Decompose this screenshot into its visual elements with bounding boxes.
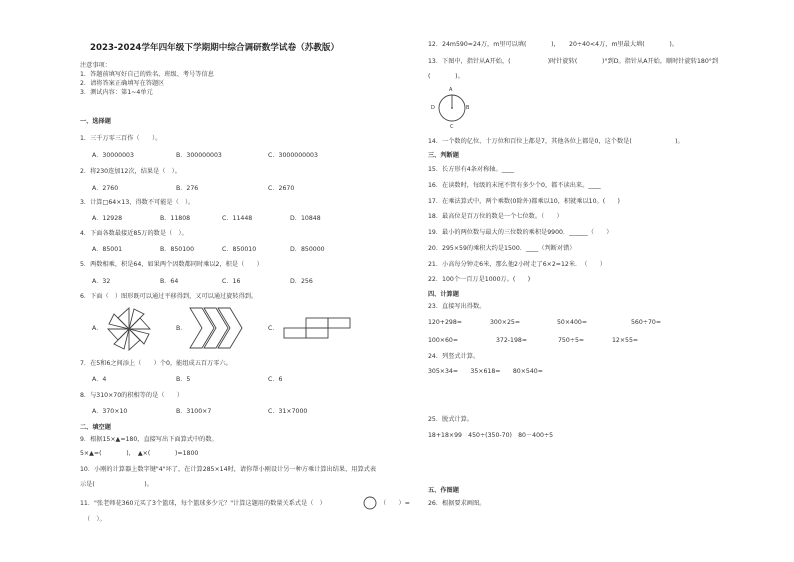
- section-fill: 二、填空题: [80, 424, 111, 431]
- question-11: 11．"张老师花360元买了3个篮球，每个篮球多少元？"计算这题用的数量关系式是（ ）: [80, 500, 326, 507]
- q23-r2c4: 12×55=: [612, 337, 639, 344]
- q5-option-a: A．32: [92, 278, 111, 285]
- q2-option-b: B．276: [176, 185, 199, 192]
- q10-line-2: 示是( )。: [80, 481, 153, 488]
- dial-label-a: A: [449, 87, 453, 93]
- question-1: 1．三千万零三百作（ ）。: [80, 135, 162, 142]
- q1-option-c: C．3000000003: [268, 152, 318, 159]
- q23-r2c2: 372-198=: [496, 337, 528, 344]
- step-figure: [282, 316, 352, 340]
- q23-r1c2: 300×25=: [490, 319, 521, 326]
- q1-option-b: B．300000003: [176, 152, 222, 159]
- q2-option-a: A．2760: [92, 185, 119, 192]
- question-8: 8．与310×70的积相等的是（ ）: [80, 392, 184, 399]
- question-2: 2．将230连加12次，结果是（ ）。: [80, 168, 181, 175]
- question-6: 6．下面（ ）图形既可以通过平移得到，又可以通过旋转得到。: [80, 293, 258, 300]
- question-23: 23．直接写出得数。: [428, 303, 486, 310]
- question-9: 9．根据15×▲=180，直接写出下面算式中的数。: [80, 436, 218, 443]
- q5-option-b: B．64: [160, 278, 179, 285]
- question-20: 20．295×59的乘积大约是1500．____（判断对错）: [428, 245, 576, 252]
- q1-option-a: A．30000003: [92, 152, 134, 159]
- question-13: 13．下图中，指针从A开始，( )时针旋转( )°到D。指针从A开始，顺时针旋转180°到: [428, 58, 719, 65]
- q23-r2c3: 750÷5=: [558, 337, 585, 344]
- question-10: 10．小刚的计算器上数字键"4"坏了，在计算285×14时，请你帮小刚设计另一种方乘计算出结果，用算式表: [80, 466, 377, 473]
- section-judge: 三、判断题: [428, 152, 459, 159]
- q3-option-c: C．11448: [222, 215, 253, 222]
- question-12: 12．24m590≈24万，m里可以填( )， 20÷40<4万，m里最大填( )。: [428, 41, 678, 48]
- q7-option-b: B．5: [176, 376, 191, 383]
- q8-option-b: B．3100×7: [176, 408, 212, 415]
- q23-r1c1: 120+298=: [428, 319, 462, 326]
- notes-item-2: 2．请将答案正确填写在答题区: [80, 80, 165, 87]
- q5-option-d: D．256: [290, 278, 313, 285]
- q11-line-2: （ ）。: [84, 516, 106, 523]
- q4-option-a: A．85001: [92, 246, 123, 253]
- q25-expressions: 18+18×99 450÷(350-70) 80－400÷5: [428, 432, 554, 439]
- question-7: 7．在5和6之间添上（ ）个0，能组成五百万零六。: [80, 360, 232, 367]
- question-26: 26．根据要求画图。: [428, 500, 486, 507]
- page-title: 2023-2024学年四年级下学期期中综合调研数学试卷（苏教版）: [90, 43, 340, 53]
- q6-option-a: A．: [92, 325, 103, 332]
- q3-option-d: D．10848: [290, 215, 321, 222]
- pinwheel-figure: [106, 306, 152, 352]
- notes-item-3: 3．测试内容：第1~4单元: [80, 89, 153, 96]
- question-15: 15．长方形有4条对称轴。____: [428, 166, 515, 173]
- q23-r1c4: 560÷70=: [631, 319, 662, 326]
- notes-item-1: 1．答题前填写好自己的姓名、班级、考号等信息: [80, 71, 214, 78]
- q23-r2c1: 100×60=: [428, 337, 459, 344]
- section-choice: 一、选择题: [80, 118, 111, 125]
- blank-circle: [363, 496, 377, 510]
- q7-option-c: C．6: [268, 376, 283, 383]
- q11-tail: （ ）=: [380, 500, 410, 507]
- dial-label-d: D: [431, 105, 435, 111]
- dial-label-c: C: [450, 124, 454, 130]
- q8-option-a: A．370×10: [92, 408, 128, 415]
- question-22: 22．100个一百万是1000万。( ): [428, 276, 531, 283]
- q8-option-c: C．31×7000: [268, 408, 308, 415]
- question-4: 4．下面各数最接近85万的数是（ ）。: [80, 230, 188, 237]
- q3-option-a: A．12928: [92, 215, 123, 222]
- section-draw: 五、作图题: [428, 487, 459, 494]
- question-18: 18．最高位是百万位的数是一个七位数。（ ）: [428, 213, 563, 220]
- q6-option-c: C．: [268, 325, 279, 332]
- chevron-figure: [188, 306, 244, 350]
- q3-option-b: B．11808: [160, 215, 191, 222]
- q24-expressions: 305×34= 35×618= 80×540=: [428, 368, 543, 375]
- q2-option-c: C．2670: [268, 185, 295, 192]
- question-21: 21．小高每分钟走6米，那么他2小时走了6×2=12米． （ ）: [428, 261, 606, 268]
- q4-option-d: D．850000: [290, 246, 325, 253]
- question-25: 25．脱式计算。: [428, 416, 473, 423]
- dial-label-b: B: [466, 105, 470, 111]
- question-17: 17．在乘法算式中，两个乘数(0除外)都乘以10，积就乘以10。( ): [428, 198, 620, 205]
- notes-heading: 注意事项：: [80, 62, 111, 69]
- question-16: 16．在读数时，每级的末尾不管有多少个0，都不读出来。____: [428, 182, 601, 189]
- q5-option-c: C．16: [222, 278, 241, 285]
- q4-option-c: C．850010: [222, 246, 257, 253]
- question-14: 14．一个数的亿位、十万位和百位上都是7，其他各位上都是0，这个数是( )。: [428, 138, 684, 145]
- section-calc: 四、计算题: [428, 291, 459, 298]
- q13-line-2: ( )。: [428, 73, 464, 80]
- question-5: 5．两数相乘，积是64，如果两个因数都同时乘以2，积是（ ）: [80, 261, 263, 268]
- q23-r1c3: 50×400=: [557, 319, 588, 326]
- question-3: 3．计算□64×13，得数不可能是（ ）。: [80, 199, 195, 206]
- q9-fill-line: 5×▲=( )， ▲×( )=1800: [80, 450, 199, 457]
- q7-option-a: A．4: [92, 376, 107, 383]
- question-19: 19．最小的两位数与最大的三位数的乘积是9900．______（ ）: [428, 229, 613, 236]
- question-24: 24．列竖式计算。: [428, 353, 480, 360]
- q4-option-b: B．850100: [160, 246, 195, 253]
- q6-option-b: B．: [176, 325, 187, 332]
